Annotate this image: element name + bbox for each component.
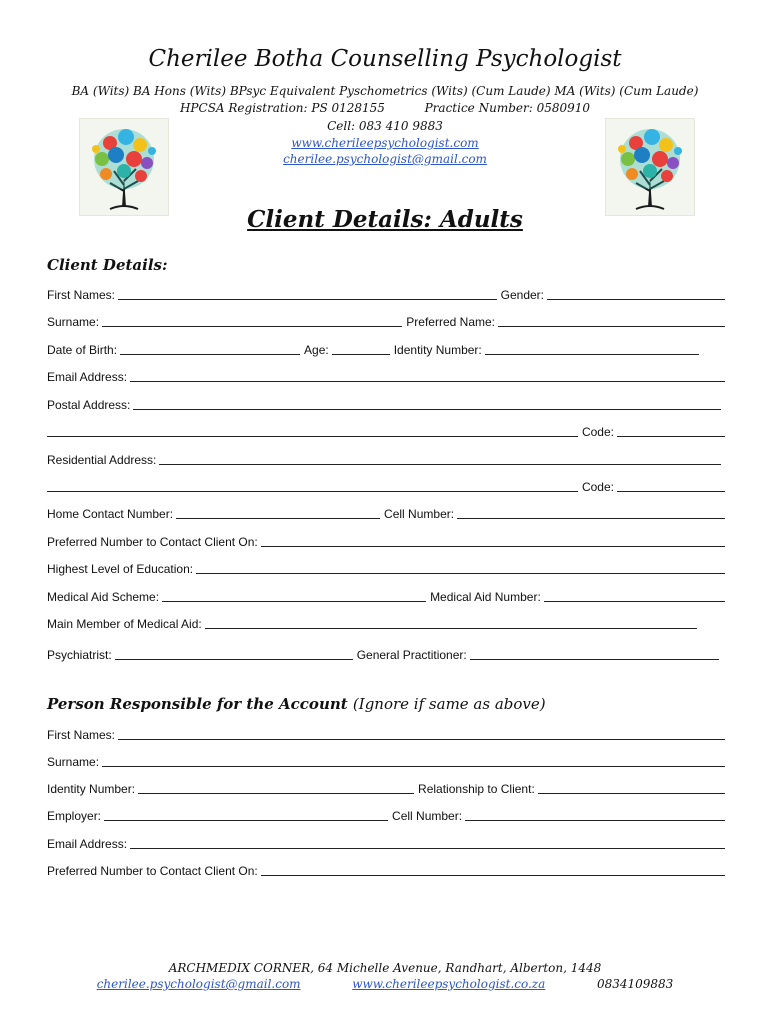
cell-number-label: Cell Number:: [384, 507, 455, 521]
first-names-label: First Names:: [47, 288, 116, 302]
preferred-contact-row: [47, 532, 725, 550]
gender-field[interactable]: [547, 287, 725, 300]
first-names-row: [47, 285, 725, 303]
email-link[interactable]: cherilee.psychologist@gmail.com: [283, 152, 487, 166]
education-field[interactable]: [196, 561, 725, 574]
account-first-names-row: [47, 725, 725, 743]
relationship-field[interactable]: [538, 781, 725, 794]
account-surname-field[interactable]: [102, 754, 725, 767]
account-id-label: Identity Number:: [47, 782, 136, 796]
colorful-tree-icon: [605, 118, 695, 216]
footer-website-link[interactable]: www.cherileepsychologist.co.za: [352, 977, 546, 991]
relationship-label: Relationship to Client:: [418, 782, 535, 796]
form-title: Client Details: Adults: [247, 206, 523, 233]
account-preferred-field[interactable]: [261, 863, 725, 876]
residential-label: Residential Address:: [47, 453, 157, 467]
postal-code-row: [47, 422, 725, 440]
age-field[interactable]: [332, 342, 390, 355]
account-id-row: [47, 779, 725, 797]
registration-line: [0, 101, 770, 115]
account-first-names-label: First Names:: [47, 728, 116, 742]
first-names-field[interactable]: [118, 287, 497, 300]
education-row: [47, 559, 725, 577]
gp-field[interactable]: [470, 647, 719, 660]
website-link[interactable]: www.cherileepsychologist.com: [291, 136, 479, 150]
postal-code-field[interactable]: [617, 424, 725, 437]
postal-line-2[interactable]: [47, 424, 578, 437]
home-contact-row: [47, 504, 725, 522]
main-member-field[interactable]: [205, 616, 697, 629]
account-email-row: [47, 834, 725, 852]
residential-code-label: Code:: [581, 480, 614, 494]
account-preferred-row: [47, 861, 725, 879]
preferred-contact-label: Preferred Number to Contact Client On:: [47, 535, 258, 549]
dob-label: Date of Birth:: [47, 343, 118, 357]
email-row: [47, 367, 725, 385]
medical-number-label: Medical Aid Number:: [430, 590, 541, 604]
home-contact-field[interactable]: [176, 506, 380, 519]
residential-line-2[interactable]: [47, 479, 578, 492]
account-surname-row: [47, 752, 725, 770]
main-member-row: [47, 614, 697, 632]
preferred-contact-field[interactable]: [261, 534, 725, 547]
qualifications: BA (Wits) BA Hons (Wits) BPsyc Equivalent Pyschometrics (Wits) (Cum Laude) MA (Wits) (Cum Laude): [71, 84, 699, 98]
email-field[interactable]: [130, 369, 725, 382]
cell-number: Cell: 083 410 9883: [327, 119, 443, 133]
postal-code-label: Code:: [581, 425, 614, 439]
medical-number-field[interactable]: [544, 589, 725, 602]
id-number-field[interactable]: [485, 342, 699, 355]
account-cell-label: Cell Number:: [392, 809, 463, 823]
postal-field[interactable]: [133, 397, 721, 410]
client-details-heading: Client Details:: [47, 256, 168, 274]
account-surname-label: Surname:: [47, 755, 100, 769]
postal-label: Postal Address:: [47, 398, 131, 412]
psychiatrist-field[interactable]: [115, 647, 353, 660]
psychiatrist-row: [47, 645, 719, 663]
footer-phone: 0834109883: [596, 977, 674, 991]
preferred-name-label: Preferred Name:: [406, 315, 495, 329]
postal-row: [47, 395, 721, 413]
practitioner-name: Cherilee Botha Counselling Psychologist: [148, 46, 622, 72]
surname-label: Surname:: [47, 315, 100, 329]
age-label: Age:: [304, 343, 329, 357]
employer-row: [47, 806, 725, 824]
dob-field[interactable]: [120, 342, 300, 355]
account-id-field[interactable]: [138, 781, 414, 794]
practice-number: Practice Number: 0580910: [424, 101, 591, 115]
education-label: Highest Level of Education:: [47, 562, 194, 576]
id-number-label: Identity Number:: [393, 343, 482, 357]
residential-field[interactable]: [159, 452, 721, 465]
email-label: Email Address:: [47, 370, 128, 384]
dob-row: [47, 340, 699, 358]
residential-row: [47, 450, 721, 468]
account-heading-text: Person Responsible for the Account: [47, 695, 348, 713]
account-preferred-label: Preferred Number to Contact Client On:: [47, 864, 258, 878]
surname-row: [47, 312, 725, 330]
preferred-name-field[interactable]: [498, 314, 725, 327]
footer-address: ARCHMEDIX CORNER, 64 Michelle Avenue, Randhart, Alberton, 1448: [168, 961, 602, 975]
account-heading: [47, 695, 546, 713]
employer-field[interactable]: [104, 808, 388, 821]
surname-field[interactable]: [102, 314, 402, 327]
residential-code-field[interactable]: [617, 479, 725, 492]
main-member-label: Main Member of Medical Aid:: [47, 617, 202, 631]
footer-contacts: [0, 977, 770, 991]
employer-label: Employer:: [47, 809, 102, 823]
account-first-names-field[interactable]: [118, 727, 725, 740]
medical-scheme-label: Medical Aid Scheme:: [47, 590, 160, 604]
footer-email-link[interactable]: cherilee.psychologist@gmail.com: [96, 977, 301, 991]
colorful-tree-icon: [79, 118, 169, 216]
hpcsa-registration: HPCSA Registration: PS 0128155: [179, 101, 385, 115]
medical-scheme-field[interactable]: [162, 589, 426, 602]
gp-label: General Practitioner:: [356, 648, 467, 662]
account-email-label: Email Address:: [47, 837, 128, 851]
home-contact-label: Home Contact Number:: [47, 507, 174, 521]
cell-number-field[interactable]: [457, 506, 725, 519]
account-email-field[interactable]: [130, 836, 725, 849]
medical-aid-row: [47, 587, 725, 605]
account-heading-note: (Ignore if same as above): [352, 695, 546, 713]
psychiatrist-label: Psychiatrist:: [47, 648, 112, 662]
gender-label: Gender:: [500, 288, 544, 302]
residential-code-row: [47, 477, 725, 495]
account-cell-field[interactable]: [465, 808, 725, 821]
